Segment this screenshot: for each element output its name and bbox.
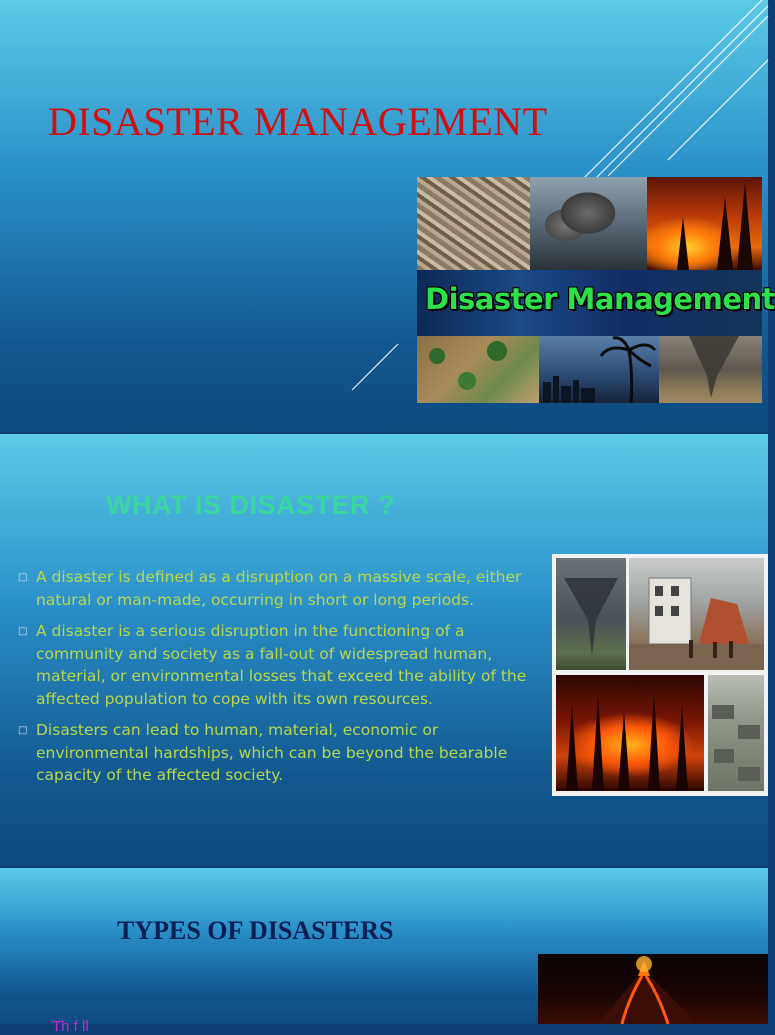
burning-forest — [556, 675, 704, 791]
square-bullet-icon: □ — [18, 572, 28, 583]
tornado-photo — [659, 336, 762, 403]
burning-trees — [647, 177, 762, 270]
collapsed-building-photo — [629, 558, 764, 670]
slide-3 — [0, 868, 768, 1035]
tornado-field-photo — [556, 558, 626, 670]
bullet-item — [18, 719, 528, 787]
bullet-item — [18, 620, 528, 710]
village-roofs — [708, 675, 764, 791]
forest-fire-photo — [556, 675, 704, 791]
slide-2 — [0, 434, 768, 866]
city-skyline-palm — [539, 336, 659, 403]
bullet-text: A disaster is defined as a disruption on a massive scale, either natural or man-made, occurring in short or long periods. — [36, 568, 522, 609]
slide-title: TYPES OF DISASTERS — [117, 916, 394, 945]
square-bullet-icon: □ — [18, 626, 28, 637]
flood-aerial-photo — [417, 336, 539, 403]
disaster-photos-image — [552, 554, 768, 796]
volcano-eruption-photo — [538, 954, 768, 1024]
erupting-volcano — [538, 954, 768, 1024]
collage-banner — [417, 270, 775, 336]
hurricane-city-photo — [539, 336, 659, 403]
bullet-text: A disaster is a serious disruption in the functioning of a community and society as a fall-out of widespread human, material, or environmental losses that exceed the ability of the affected population to cope with its own resources. — [36, 622, 527, 708]
slide-title: WHAT IS DISASTER ? — [106, 490, 395, 520]
bullet-text: Disasters can lead to human, material, economic or environmental hardships, which can be beyond the bearable capacity of the affected society. — [36, 721, 508, 784]
tornado-funnel — [556, 558, 626, 670]
wildfire-photo — [647, 177, 762, 270]
collage-banner-text: Disaster Management — [425, 282, 775, 316]
bullet-list — [18, 566, 528, 796]
flooded-village-photo — [708, 675, 764, 791]
earthquake-ruins-photo — [417, 177, 530, 270]
slide-title: DISASTER MANAGEMENT — [48, 99, 548, 144]
square-bullet-icon: □ — [18, 725, 28, 736]
disaster-collage-image — [417, 177, 775, 403]
partial-bullet-text: Th f ll — [52, 1018, 89, 1035]
tornado-funnel — [659, 336, 762, 403]
volcano-ash-photo — [530, 177, 647, 270]
slide-1 — [0, 0, 775, 432]
building-ruins — [629, 558, 764, 670]
bullet-item — [18, 566, 528, 611]
